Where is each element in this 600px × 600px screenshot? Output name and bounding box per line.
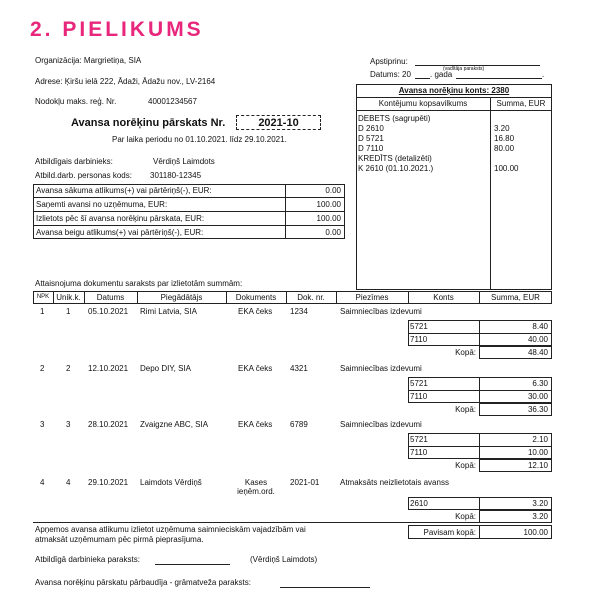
- entry-document: Kases: [244, 478, 268, 487]
- summary-value: 0.00: [325, 186, 341, 195]
- employee-name: Vērdiņš Laimdots: [153, 157, 215, 166]
- entry-account: 5721: [410, 322, 428, 331]
- personal-code: 301180-12345: [150, 171, 202, 180]
- grand-total-label: Pavisam kopā:: [423, 528, 476, 537]
- column-header: Dok. nr.: [297, 293, 325, 302]
- entry-account: 2610: [410, 499, 428, 508]
- entry-doc-number: 2021-01: [290, 478, 320, 487]
- entry-total-label: Kopā:: [455, 348, 476, 357]
- date-gads-text: . gada: [430, 70, 453, 79]
- entry-supplier: Depo DIY, SIA: [140, 364, 191, 373]
- document-list-title: Attaisnojuma dokumentu saraksts par izlietotām summām:: [35, 279, 243, 288]
- entry-npk: 1: [40, 307, 45, 316]
- summary-label: Saņemti avansi no uzņēmuma, EUR:: [36, 200, 168, 209]
- commitment-line-1: Apņemos avansa atlikumu izlietot uzņēmuma saimnieciskām vajadzībām vai: [35, 525, 306, 534]
- account-col-amount: Summa, EUR: [496, 99, 546, 108]
- entry-npk: 4: [40, 478, 45, 487]
- account-amount: 80.00: [494, 144, 515, 153]
- personal-code-label: Atbild.darb. personas kods:: [35, 171, 132, 180]
- date-dot: .: [542, 70, 545, 79]
- employee-signature-label: Atbildīgā darbinieka paraksts:: [35, 555, 140, 564]
- entry-date: 28.10.2021: [88, 420, 129, 429]
- account-line: D 5721: [358, 134, 384, 143]
- address-line: Adrese: Ķiršu ielā 222, Ādaži, Ādažu nov., LV-2164: [35, 77, 216, 86]
- entry-unik: 2: [66, 364, 71, 373]
- entry-total: 36.30: [527, 405, 548, 414]
- account-amount: 3.20: [494, 124, 510, 133]
- account-line: K 2610 (01.10.2021.): [358, 164, 434, 173]
- entry-npk: 3: [40, 420, 45, 429]
- entry-doc-number: 4321: [290, 364, 308, 373]
- entry-account: 5721: [410, 435, 428, 444]
- column-header: Dokuments: [235, 293, 277, 302]
- entry-note: Saimniecības izdevumi: [340, 307, 422, 316]
- employee-signature-line[interactable]: [155, 564, 230, 565]
- entry-total-label: Kopā:: [455, 405, 476, 414]
- grand-total-value: 100.00: [523, 528, 548, 537]
- entry-amount: 3.20: [532, 499, 548, 508]
- date-label: Datums: 20: [370, 70, 411, 79]
- commitment-line-2: atmaksāt uzņēmumam pēc pirmā pieprasījuma.: [35, 535, 204, 544]
- column-header: Konts: [433, 293, 454, 302]
- summary-label: Avansa beigu atlikums(+) vai pārtēriņš(-), EUR:: [36, 228, 204, 237]
- entry-supplier: Zvaigzne ABC, SIA: [140, 420, 209, 429]
- entry-amount: 2.10: [532, 435, 548, 444]
- entry-date: 29.10.2021: [88, 478, 129, 487]
- report-period: Par laika periodu no 01.10.2021. līdz 29.10.2021.: [112, 135, 287, 144]
- report-number: 2021-10: [258, 117, 299, 129]
- entry-doc-number: 6789: [290, 420, 308, 429]
- entry-document: EKA čeks: [238, 307, 273, 316]
- entry-total-label: Kopā:: [455, 461, 476, 470]
- column-header: NPK: [36, 294, 50, 300]
- summary-label: Izlietots pēc šī avansa norēķinu pārskata, EUR:: [36, 214, 205, 223]
- entry-supplier: Rimi Latvia, SIA: [140, 307, 197, 316]
- summary-value: 0.00: [325, 228, 341, 237]
- entry-note: Atmaksāts neizlietotais avanss: [340, 478, 449, 487]
- entry-npk: 2: [40, 364, 45, 373]
- entry-document: EKA čeks: [238, 420, 273, 429]
- entry-note: Saimniecības izdevumi: [340, 420, 422, 429]
- account-line: KREDĪTS (detalizēti): [358, 154, 432, 163]
- entry-note: Saimniecības izdevumi: [340, 364, 422, 373]
- entry-account: 5721: [410, 379, 428, 388]
- entry-account: 7110: [410, 335, 428, 344]
- entry-unik: 1: [66, 307, 71, 316]
- entry-date: 05.10.2021: [88, 307, 129, 316]
- column-header: Summa, EUR: [491, 293, 540, 302]
- entry-document: EKA čeks: [238, 364, 273, 373]
- account-amount: 100.00: [494, 164, 519, 173]
- employee-label: Atbildīgais darbinieks:: [35, 157, 113, 166]
- entry-amount: 8.40: [532, 322, 548, 331]
- date-day-month-field[interactable]: [456, 78, 542, 79]
- signature-caption: (vadītāja paraksts): [443, 66, 485, 72]
- accountant-signature-label: Avansa norēķinu pārskatu pārbaudīja - grāmatveža paraksts:: [35, 578, 251, 587]
- summary-label: Avansa sākuma atlikums(+) vai pārtēriņš(-), EUR:: [36, 186, 212, 195]
- entry-document-line2: ieņēm.ord.: [237, 487, 275, 496]
- summary-value: 100.00: [316, 214, 341, 223]
- column-header: Piegādātājs: [160, 293, 203, 302]
- entry-unik: 4: [66, 478, 71, 487]
- report-title: Avansa norēķinu pārskats Nr.: [71, 117, 226, 129]
- entry-amount: 40.00: [527, 335, 548, 344]
- entry-supplier: Laimdots Vērdiņš: [140, 478, 202, 487]
- entry-total: 12.10: [527, 461, 548, 470]
- column-header: Piezīmes: [355, 293, 389, 302]
- approve-label: Apstiprinu:: [370, 57, 408, 66]
- entry-doc-number: 1234: [290, 307, 308, 316]
- account-line: DEBETS (sagrupēti): [358, 114, 431, 123]
- entry-amount: 6.30: [532, 379, 548, 388]
- entry-amount: 10.00: [527, 448, 548, 457]
- account-title: Avansa norēķinu konts: 2380: [398, 86, 510, 95]
- entry-total-label: Kopā:: [455, 512, 476, 521]
- entry-total: 3.20: [532, 512, 548, 521]
- document-heading: 2. PIELIKUMS: [30, 18, 204, 41]
- date-year-field[interactable]: [415, 78, 430, 79]
- report-number-box: [236, 115, 321, 130]
- entry-total: 48.40: [527, 348, 548, 357]
- account-line: D 7110: [358, 144, 384, 153]
- entry-account: 7110: [410, 448, 428, 457]
- accountant-signature-line[interactable]: [280, 587, 370, 588]
- account-amount: 16.80: [494, 134, 515, 143]
- tax-number-label: Nodokļu maks. reģ. Nr.: [35, 97, 117, 106]
- column-header: Unik.k.: [56, 293, 81, 302]
- entry-date: 12.10.2021: [88, 364, 129, 373]
- column-header: Datums: [96, 293, 125, 302]
- entry-amount: 30.00: [527, 392, 548, 401]
- entry-unik: 3: [66, 420, 71, 429]
- summary-value: 100.00: [316, 200, 341, 209]
- account-col-summary: Kontējumu kopsavilkums: [378, 99, 468, 108]
- tax-number-value: 40001234567: [148, 97, 197, 106]
- organization-line: Organizācija: Margrietiņa, SIA: [35, 56, 142, 65]
- account-line: D 2610: [358, 124, 384, 133]
- employee-signature-name: (Vērdiņš Laimdots): [250, 555, 318, 564]
- list-bottom-rule: [33, 522, 552, 523]
- entry-account: 7110: [410, 392, 428, 401]
